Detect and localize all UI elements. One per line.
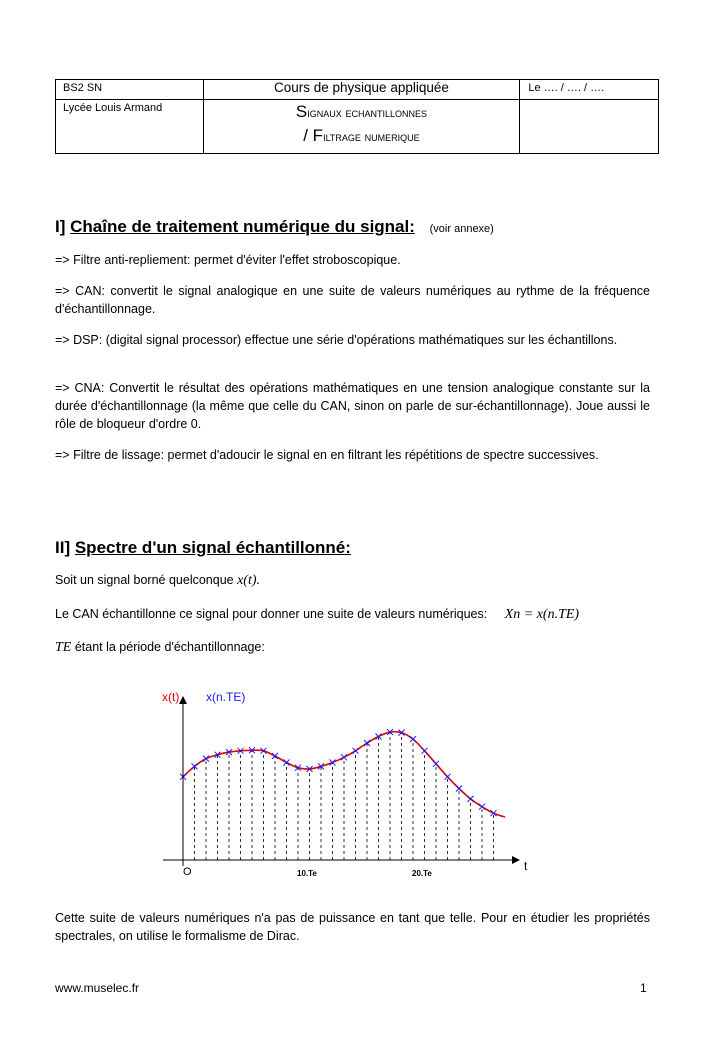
school-cell: Lycée Louis Armand (56, 100, 204, 154)
section2-p4: Cette suite de valeurs numériques n'a pas de puissance en tant que telle. Pour en étudier les propriétés spectrales, on utilise le formalisme de Dirac. (55, 911, 650, 943)
sample-point (456, 786, 462, 792)
header-table (55, 79, 659, 154)
section1-item-1: => Filtre anti-repliement: permet d'éviter l'effet stroboscopique. (55, 253, 401, 267)
section2-p1-math: x(t). (237, 573, 261, 588)
sample-point (422, 748, 428, 754)
section1-item-4: => CNA: Convertit le résultat des opérations mathématiques en une tension analogique constante sur la durée d'échantillonnage (la même que celle du CAN, sinon on parle de sur-échantillonnage). Joue aussi le rôle de bloqueur d'ordre 0. (55, 381, 650, 431)
title-line2-rest: iltrage numerique (323, 129, 420, 144)
origin-label: O (183, 866, 192, 878)
footer-page-number: 1 (640, 981, 647, 995)
sample-point (353, 748, 359, 754)
sample-point (410, 736, 416, 742)
section2-p2-text: Le CAN échantillonne ce signal pour donner une suite de valeurs numériques: (55, 607, 488, 621)
empty-cell (520, 100, 659, 154)
section2-p2 (55, 605, 650, 624)
sample-point (272, 753, 278, 759)
sampled-signal-chart (150, 684, 550, 880)
title-line2-first: / F (303, 126, 324, 145)
section1-item-5: => Filtre de lissage: permet d'adoucir le signal en en filtrant les répétitions de spectre successives. (55, 448, 599, 462)
section1-item-3: => DSP: (digital signal processor) effectue une série d'opérations mathématiques sur les échantillons. (55, 333, 618, 347)
y-label-red: x(t) (162, 690, 180, 704)
section2-p3-text: étant la période d'échantillonnage: (74, 640, 265, 654)
title-line1-rest: ignaux echantillonnes (307, 105, 427, 120)
section2-p1 (55, 571, 650, 590)
section2-p1-text: Soit un signal borné quelconque (55, 573, 234, 587)
course-title: Cours de physique appliquée (203, 80, 520, 100)
document-title (203, 100, 520, 154)
section2-title: Spectre d'un signal échantillonné: (74, 538, 351, 557)
section2-p3 (55, 638, 650, 657)
section2-number: II] (55, 538, 71, 557)
sample-point (433, 761, 439, 767)
section1-title: Chaîne de traitement numérique du signal: (70, 217, 415, 236)
section1-number: I] (55, 217, 66, 236)
tick-label-20: 20.Te (412, 869, 432, 878)
sample-point (468, 796, 474, 802)
x-label: t (524, 859, 528, 873)
sample-point (479, 804, 485, 810)
sample-point (203, 756, 209, 762)
section1-note: (voir annexe) (429, 223, 494, 235)
sample-point (284, 760, 290, 766)
y-label-blue: x(n.TE) (206, 690, 246, 704)
date-cell: Le …. / …. / …. (520, 80, 659, 100)
sample-point (341, 754, 347, 760)
tick-label-10: 10.Te (297, 869, 317, 878)
section1-heading (55, 217, 494, 237)
section1-item-2: => CAN: convertit le signal analogique en une suite de valeurs numériques au rythme de la fréquence d'échantillonnage. (55, 284, 650, 316)
section2-p2-math: Xn = x(n.TE) (504, 607, 580, 622)
title-line1-first: S (295, 102, 308, 121)
footer-site: www.muselec.fr (55, 981, 140, 995)
section2-heading (55, 538, 351, 558)
section2-p3-math: TE (55, 640, 72, 655)
class-cell: BS2 SN (56, 80, 204, 100)
sample-point (445, 774, 451, 780)
